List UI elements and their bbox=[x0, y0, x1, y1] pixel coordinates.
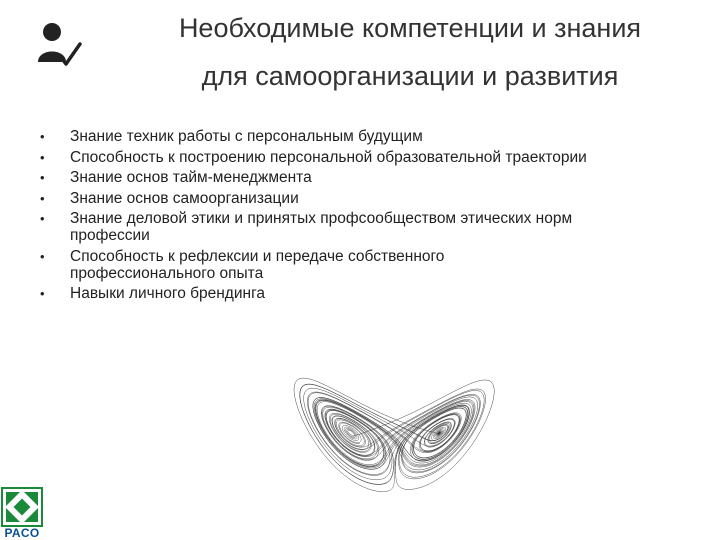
list-item bbox=[40, 169, 700, 186]
list-item bbox=[40, 210, 640, 244]
bullet-text: Знание техник работы с персональным будущим bbox=[70, 128, 423, 145]
slide-title-line-2: для самоорганизации и развития bbox=[201, 61, 619, 91]
butterfly-attractor-image bbox=[280, 362, 510, 502]
slide-title bbox=[110, 4, 710, 100]
bullet-text: Знание основ самоорганизации bbox=[70, 189, 299, 207]
bullet-marker: • bbox=[40, 170, 45, 185]
list-item bbox=[40, 190, 700, 207]
bullet-marker: • bbox=[40, 286, 45, 301]
bullet-text: Способность к рефлексии и передаче собственного профессионального опыта bbox=[70, 247, 445, 282]
bullet-text: Навыки личного брендинга bbox=[70, 285, 266, 302]
bullet-marker: • bbox=[40, 211, 45, 226]
bullet-marker: • bbox=[40, 129, 45, 144]
list-item bbox=[40, 128, 700, 145]
user-check-icon bbox=[32, 18, 84, 70]
bullet-text: Знание деловой этики и принятых профсообществом этических норм профессии bbox=[70, 210, 573, 244]
slide-title-line-1: Необходимые компетенции и знания bbox=[178, 13, 642, 43]
bullet-text: Способность к построению персональной образовательной траектории bbox=[70, 148, 587, 166]
bullet-marker: • bbox=[40, 190, 45, 206]
bullet-text: Знание основ тайм-менеджмента bbox=[70, 169, 312, 186]
list-item bbox=[40, 149, 700, 166]
attractor-curve bbox=[294, 378, 494, 492]
bullet-marker: • bbox=[40, 149, 45, 165]
bullet-list bbox=[40, 128, 700, 306]
list-item bbox=[40, 285, 700, 302]
logo-text: PACO bbox=[4, 526, 40, 540]
list-item bbox=[40, 248, 540, 282]
bullet-marker: • bbox=[40, 248, 45, 264]
